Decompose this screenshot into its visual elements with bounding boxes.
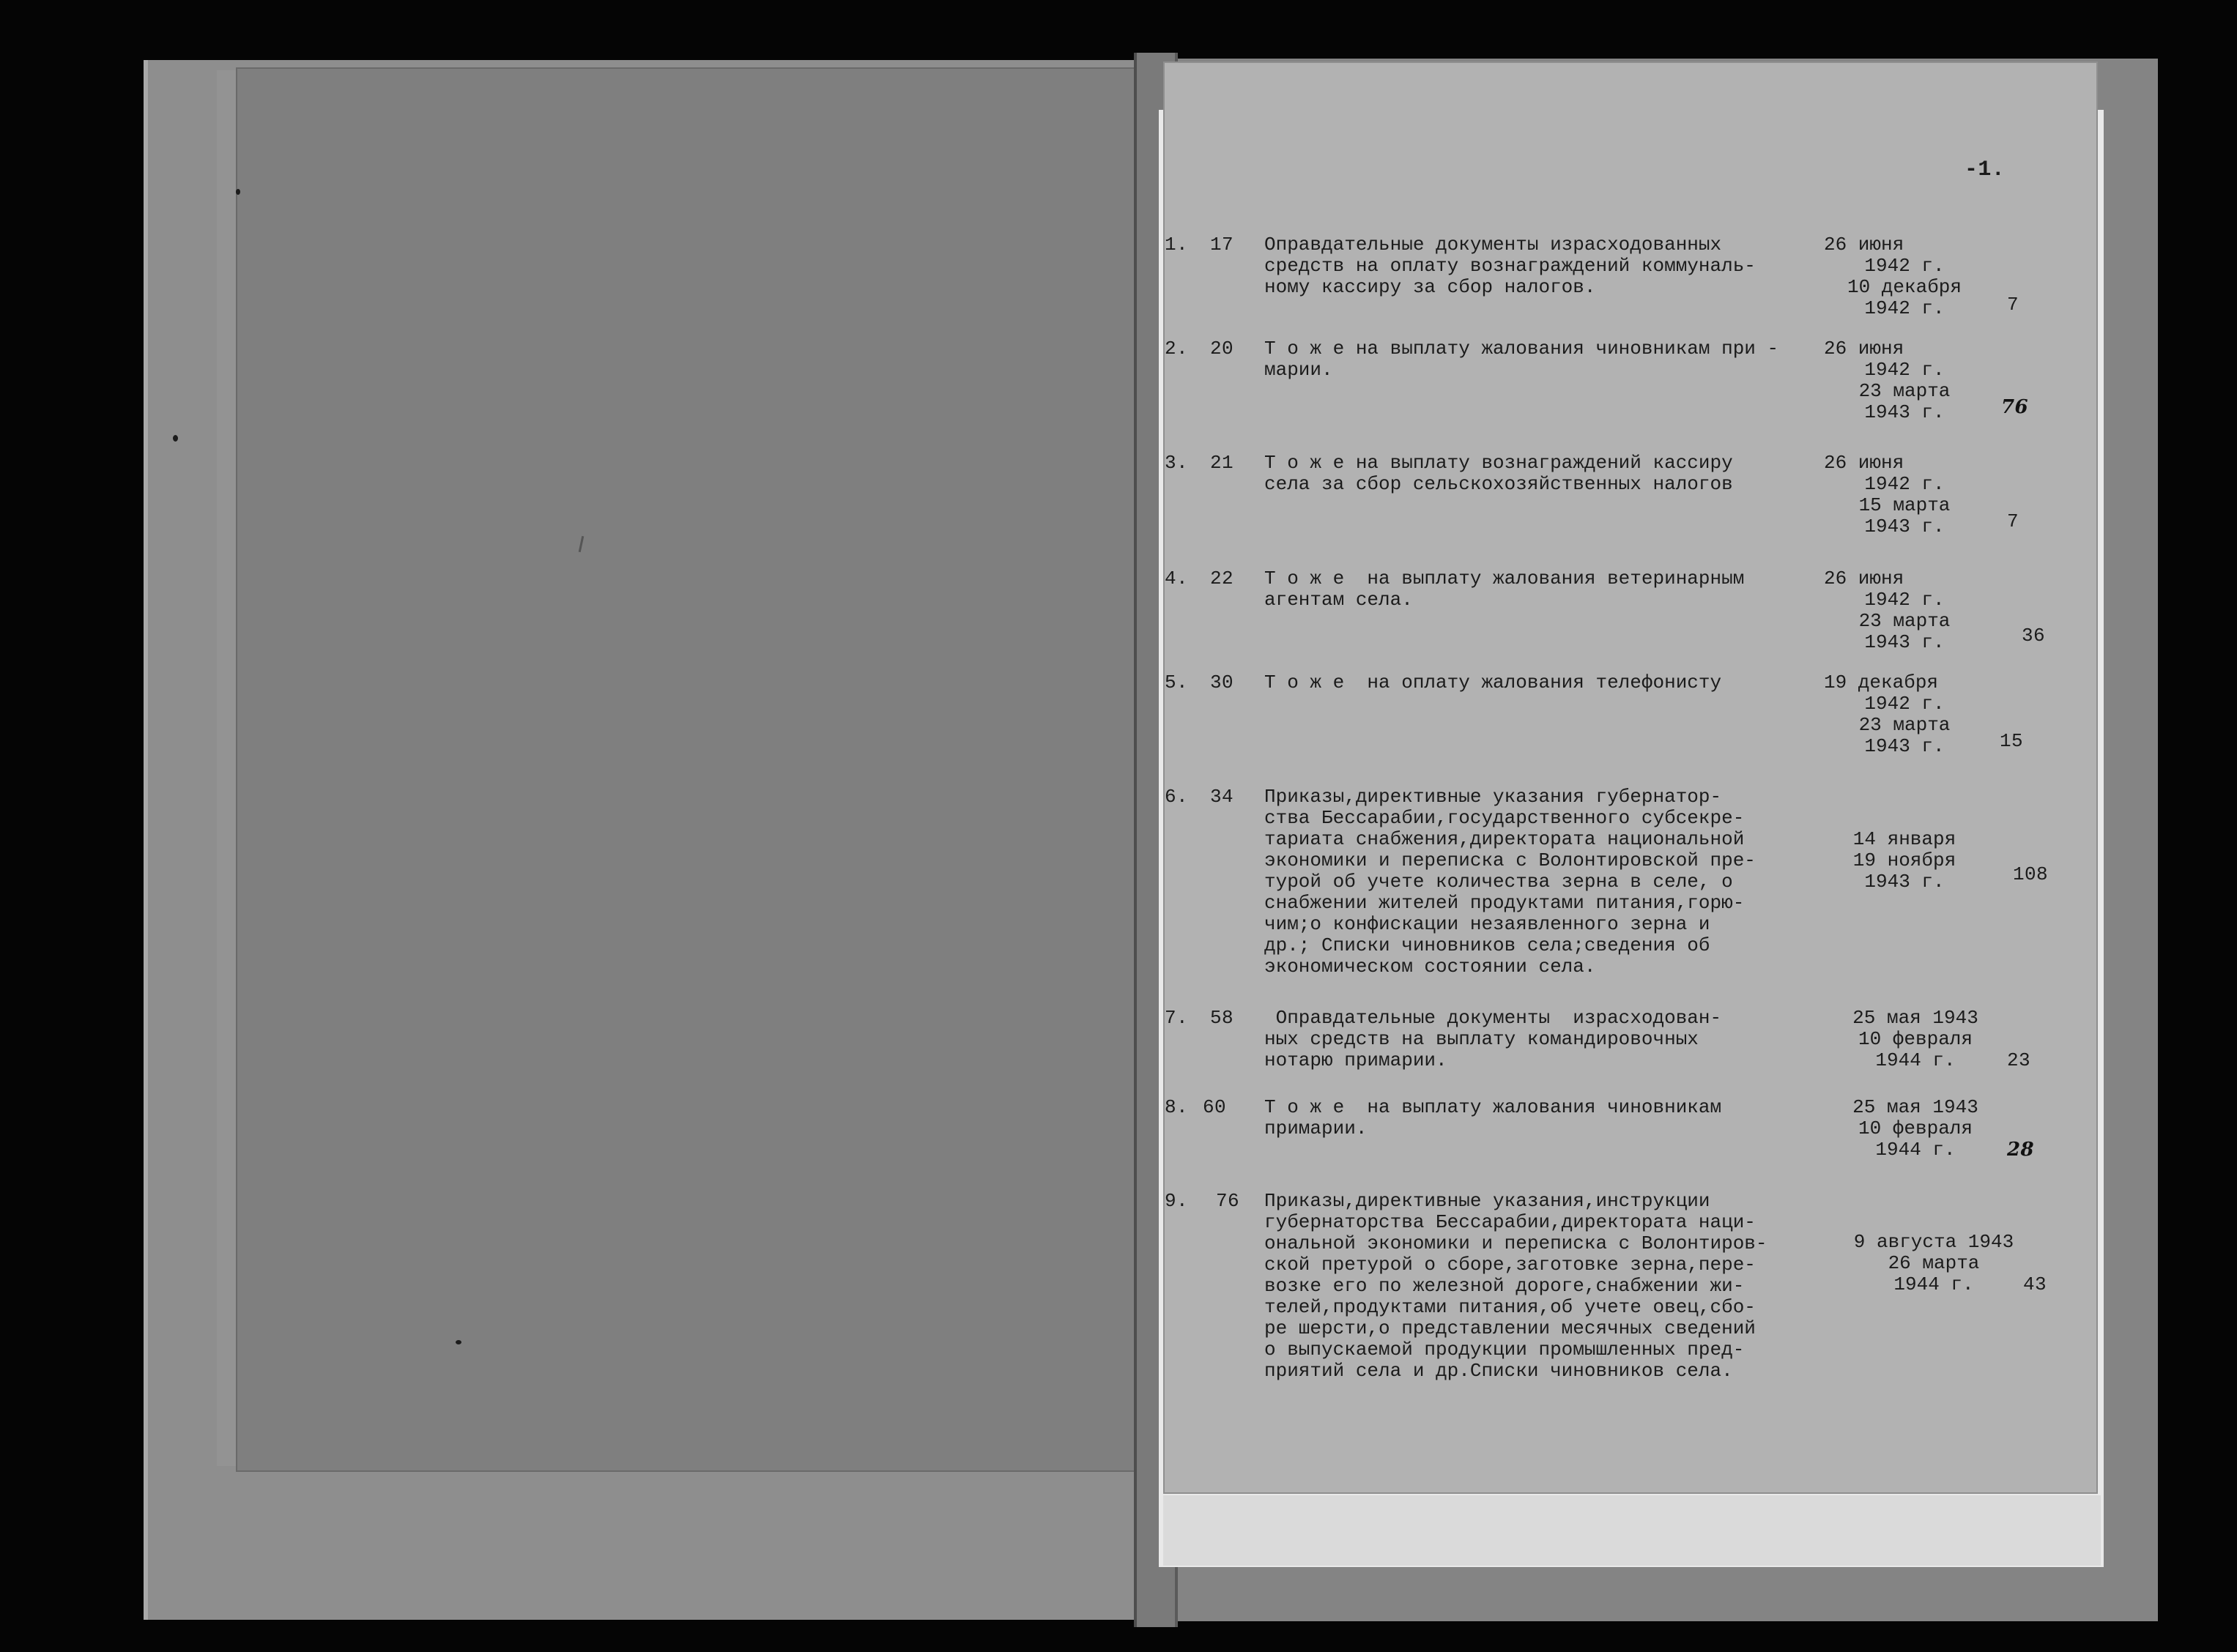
entry-number: 7. (1165, 1007, 1189, 1029)
entry-description: Т о ж е на оплату жалования телефонисту (1264, 671, 1722, 693)
entry-dates: 26 июня 1942 г. 23 марта 1943 г. (1824, 568, 1951, 653)
entry-description: Т о ж е на выплату вознаграждений кассиру села за сбор сельскохозяйственных налогов (1264, 452, 1733, 495)
entry-dates: 19 декабря 1942 г. 23 марта 1943 г. (1824, 671, 1951, 757)
page-number: -1. (1965, 157, 2006, 182)
entry-dates: 14 января 19 ноября 1943 г. (1852, 828, 1956, 893)
entry-sheet-count: 7 (2007, 294, 2019, 316)
entry-sheet-count: 108 (2013, 863, 2049, 885)
entry-dates: 25 мая 1943 10 февраля 1944 г. (1852, 1096, 1978, 1161)
entry-id: 60 (1203, 1096, 1227, 1118)
entry-sheet-count: 76 (2001, 396, 2028, 418)
entry-id: 21 (1210, 452, 1234, 474)
entry-id: 22 (1210, 568, 1234, 589)
entry-id: 30 (1210, 671, 1234, 693)
entry-description: Оправдательные документы израсходованных средств на оплату вознаграждений коммуналь- ному кассиру за сбор налогов. (1264, 234, 1756, 298)
entry-sheet-count: 15 (2000, 730, 2024, 752)
entry-number: 2. (1165, 338, 1189, 360)
entry-sheet-count: 28 (2007, 1139, 2034, 1161)
entry-dates: 25 мая 1943 10 февраля 1944 г. (1852, 1007, 1978, 1071)
entry-dates: 9 августа 1943 26 марта 1944 г. (1853, 1231, 2014, 1295)
entry-dates: 26 июня 1942 г. 10 декабря 1942 г. (1824, 234, 1962, 319)
document-page (1163, 62, 2098, 1494)
cover-inner-sheet (236, 67, 1144, 1472)
page-bottom-strip (1163, 1495, 2101, 1566)
entry-number: 3. (1165, 452, 1189, 474)
entry-number: 5. (1165, 671, 1189, 693)
entry-number: 4. (1165, 568, 1189, 589)
entry-id: 20 (1210, 338, 1234, 360)
entry-sheet-count: 23 (2007, 1049, 2031, 1071)
entry-description: Приказы,директивные указания,инструкции губернаторства Бессарабии,директората наци- ональной экономики и переписка с Волонтиров- ской претурой о сборе,заготовке зерна,пере- возке его по железной дороге,снабжении жи- телей,продуктами питания,об учете овец,сбо- ре шерсти,о представлении месячных сведений о выпускаемой продукции промышленных пред- приятий села и др.Списки чиновников села. (1264, 1190, 1767, 1382)
entry-id: 58 (1210, 1007, 1234, 1029)
entry-number: 6. (1165, 786, 1189, 808)
entry-number: 8. (1165, 1096, 1189, 1118)
entry-description: Оправдательные документы израсходован- ных средств на выплату командировочных нотарю примарии. (1264, 1007, 1722, 1071)
entry-sheet-count: 43 (2023, 1273, 2047, 1295)
cover-speck (456, 1340, 461, 1344)
entry-description: Т о ж е на выплату жалования чиновникам примарии. (1264, 1096, 1722, 1139)
entry-id: 76 (1216, 1190, 1240, 1212)
entry-description: Т о ж е на выплату жалования ветеринарным агентам села. (1264, 568, 1745, 611)
cover-speck (236, 189, 240, 195)
entry-dates: 26 июня 1942 г. 15 марта 1943 г. (1824, 452, 1951, 537)
entry-description: Приказы,директивные указания губернатор- ства Бессарабии,государственного субсекре- тариата снабжения,директората национальной экономики и переписка с Волонтировской пре- турой об учете количества зерна в селе, о снабжении жителей продуктами питания,горю- чим;о конфискации незаявленного зерна и др.; Списки чиновников села;сведения об экономическом состоянии села. (1264, 786, 1756, 978)
entry-sheet-count: 7 (2007, 510, 2019, 532)
entry-description: Т о ж е на выплату жалования чиновникам при - марии. (1264, 338, 1779, 381)
cover-speck (173, 435, 178, 442)
entry-number: 1. (1165, 234, 1189, 256)
entry-dates: 26 июня 1942 г. 23 марта 1943 г. (1824, 338, 1951, 423)
entry-number: 9. (1165, 1190, 1189, 1212)
entry-id: 34 (1210, 786, 1234, 808)
entry-sheet-count: 36 (2022, 625, 2046, 647)
entry-id: 17 (1210, 234, 1234, 256)
